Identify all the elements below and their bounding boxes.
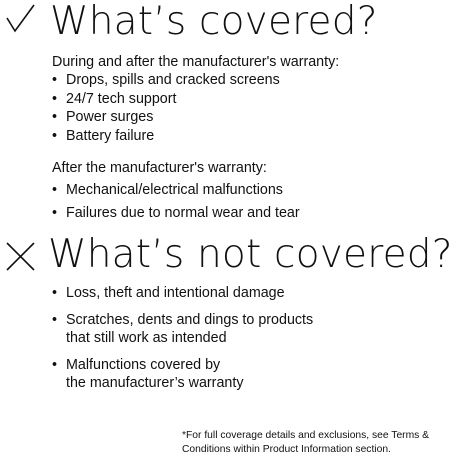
list-item <box>52 311 313 348</box>
list-item <box>52 127 280 146</box>
cross-icon <box>4 239 38 273</box>
list-item <box>52 284 313 303</box>
bullet: • <box>52 356 58 373</box>
list-item-text: Power surges <box>66 109 154 125</box>
bullet: • <box>52 182 58 198</box>
list-item-text: Mechanical/electrical malfunctions <box>66 182 283 198</box>
covered-group1-list <box>52 71 280 145</box>
list-item <box>52 181 300 200</box>
list-item-text: Drops, spills and cracked screens <box>66 72 280 88</box>
covered-group1-lead: During and after the manufacturer's warranty: <box>52 54 340 70</box>
list-item <box>52 108 280 127</box>
not-covered-title: What’s not covered? <box>48 232 453 277</box>
checkmark-icon <box>4 2 38 36</box>
not-covered-heading <box>4 232 453 277</box>
list-item-text: Malfunctions covered by <box>66 356 221 373</box>
covered-group2-lead: After the manufacturer's warranty: <box>52 160 267 176</box>
bullet: • <box>52 90 58 107</box>
bullet: • <box>52 311 58 328</box>
list-item-text: 24/7 tech support <box>66 90 177 107</box>
bullet: • <box>52 72 58 88</box>
bullet: • <box>52 285 58 301</box>
list-item <box>52 90 280 109</box>
list-item-text: Battery failure <box>66 127 155 144</box>
list-item <box>52 204 300 223</box>
list-item-text-continued: the manufacturer’s warranty <box>66 375 244 391</box>
covered-title: What’s covered? <box>50 0 378 44</box>
list-item-text: Scratches, dents and dings to products <box>66 311 314 328</box>
bullet: • <box>52 204 58 221</box>
covered-group2-list <box>52 181 300 222</box>
list-item-text: Loss, theft and intentional damage <box>66 285 285 301</box>
bullet: • <box>52 109 58 125</box>
list-item <box>52 71 280 90</box>
not-covered-list <box>52 284 313 402</box>
footnote: *For full coverage details and exclusions, see Terms & Conditions within Product Information section. <box>182 430 430 455</box>
list-item <box>52 356 313 393</box>
list-item-text-continued: that still work as intended <box>66 330 227 346</box>
covered-heading <box>4 2 378 42</box>
bullet: • <box>52 127 58 144</box>
list-item-text: Failures due to normal wear and tear <box>66 204 300 221</box>
